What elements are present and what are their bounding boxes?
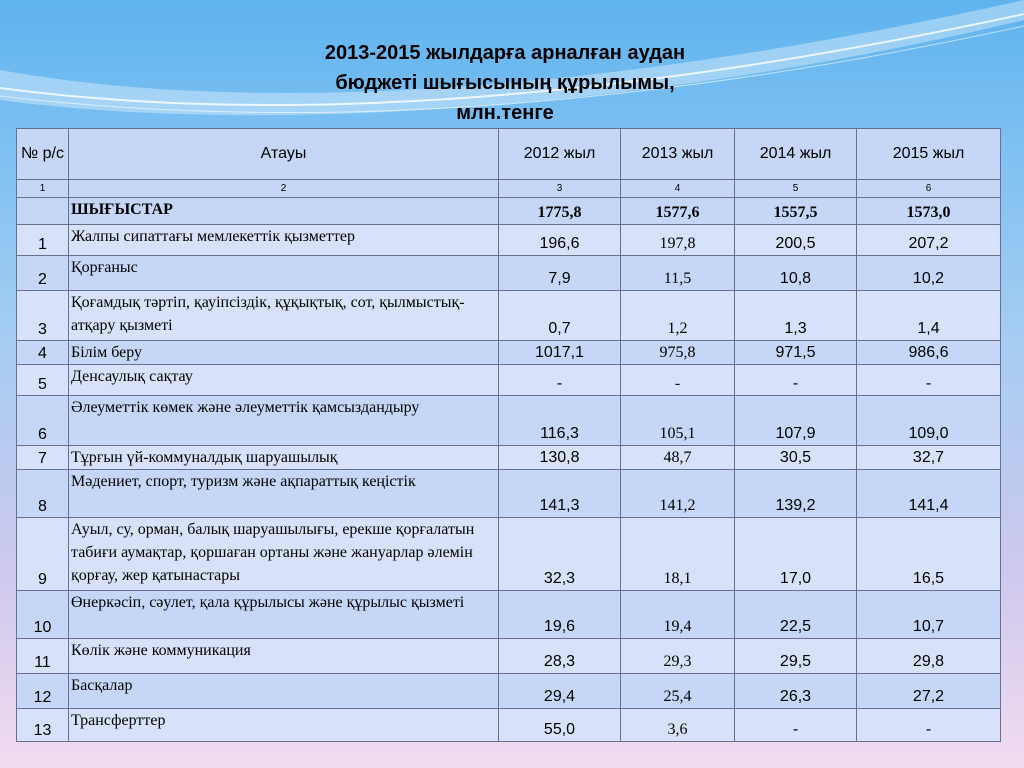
- row-name: Әлеуметтік көмек және әлеуметтік қамсыздандыру: [69, 396, 499, 446]
- row-number: 1: [17, 225, 69, 256]
- value-2014: 17,0: [735, 518, 857, 591]
- value-2012: 29,4: [499, 674, 621, 709]
- value-2015: 10,7: [857, 591, 1001, 639]
- value-2014: 22,5: [735, 591, 857, 639]
- row-name: Трансферттер: [69, 709, 499, 742]
- value-2012: 28,3: [499, 639, 621, 674]
- value-2015: 141,4: [857, 470, 1001, 518]
- total-2014: 1557,5: [735, 198, 857, 225]
- value-2014: 200,5: [735, 225, 857, 256]
- row-number: 3: [17, 291, 69, 341]
- title-line-1: 2013-2015 жылдарға арналған аудан: [324, 42, 686, 64]
- value-2013: 105,1: [621, 396, 735, 446]
- value-2015: 1,4: [857, 291, 1001, 341]
- column-number: 6: [857, 180, 1001, 198]
- page-title: [180, 38, 830, 128]
- row-number: 7: [17, 446, 69, 470]
- value-2015: 986,6: [857, 341, 1001, 365]
- row-number: 5: [17, 365, 69, 396]
- total-2013: 1577,6: [621, 198, 735, 225]
- value-2013: 1,2: [621, 291, 735, 341]
- value-2012: 1017,1: [499, 341, 621, 365]
- value-2014: -: [735, 709, 857, 742]
- value-2015: 109,0: [857, 396, 1001, 446]
- value-2013: 3,6: [621, 709, 735, 742]
- table-row: [17, 591, 1001, 639]
- value-2015: -: [857, 365, 1001, 396]
- value-2012: 32,3: [499, 518, 621, 591]
- title-line-3: млн.тенге: [456, 102, 554, 124]
- row-name: Өнеркәсіп, сәулет, қала құрылысы және құрылыс қызметі: [69, 591, 499, 639]
- row-name: Білім беру: [69, 341, 499, 365]
- value-2014: -: [735, 365, 857, 396]
- table-row: [17, 674, 1001, 709]
- header-row: [17, 129, 1001, 180]
- value-2013: 19,4: [621, 591, 735, 639]
- value-2014: 971,5: [735, 341, 857, 365]
- table-row: [17, 396, 1001, 446]
- value-2015: -: [857, 709, 1001, 742]
- total-2012: 1775,8: [499, 198, 621, 225]
- value-2013: 18,1: [621, 518, 735, 591]
- table-row: [17, 365, 1001, 396]
- value-2013: 29,3: [621, 639, 735, 674]
- row-name: Ауыл, су, орман, балық шаруашылығы, ерекше қорғалатын табиғи аумақтар, қоршаған ортаны және жануарлар әлемін қорғау, жер қатынастары: [69, 518, 499, 591]
- row-name: Басқалар: [69, 674, 499, 709]
- row-number: 6: [17, 396, 69, 446]
- value-2014: 29,5: [735, 639, 857, 674]
- row-number: 4: [17, 341, 69, 365]
- title-line-2: бюджеті шығысының құрылымы,: [335, 72, 675, 94]
- header-2015: 2015 жыл: [857, 129, 1001, 180]
- value-2012: 196,6: [499, 225, 621, 256]
- row-number: 11: [17, 639, 69, 674]
- budget-table: [16, 128, 1001, 742]
- value-2014: 30,5: [735, 446, 857, 470]
- value-2012: 116,3: [499, 396, 621, 446]
- table-row: [17, 225, 1001, 256]
- value-2012: 130,8: [499, 446, 621, 470]
- column-number-row: [17, 180, 1001, 198]
- value-2013: 975,8: [621, 341, 735, 365]
- table-row: [17, 639, 1001, 674]
- column-number: 1: [17, 180, 69, 198]
- value-2013: -: [621, 365, 735, 396]
- column-number: 4: [621, 180, 735, 198]
- total-name: ШЫҒЫСТАР: [69, 198, 499, 225]
- value-2014: 10,8: [735, 256, 857, 291]
- row-name: Жалпы сипаттағы мемлекеттік қызметтер: [69, 225, 499, 256]
- row-number: 10: [17, 591, 69, 639]
- value-2012: 55,0: [499, 709, 621, 742]
- row-name: Қорғаныс: [69, 256, 499, 291]
- value-2013: 25,4: [621, 674, 735, 709]
- table-row: [17, 256, 1001, 291]
- value-2015: 10,2: [857, 256, 1001, 291]
- header-2012: 2012 жыл: [499, 129, 621, 180]
- table-row: [17, 446, 1001, 470]
- value-2015: 32,7: [857, 446, 1001, 470]
- table-row: [17, 518, 1001, 591]
- value-2014: 26,3: [735, 674, 857, 709]
- column-number: 3: [499, 180, 621, 198]
- value-2012: 19,6: [499, 591, 621, 639]
- table-row: [17, 709, 1001, 742]
- value-2013: 197,8: [621, 225, 735, 256]
- total-number-cell: [17, 198, 69, 225]
- row-number: 2: [17, 256, 69, 291]
- total-row: [17, 198, 1001, 225]
- row-number: 9: [17, 518, 69, 591]
- table-row: [17, 341, 1001, 365]
- row-name: Денсаулық сақтау: [69, 365, 499, 396]
- row-number: 12: [17, 674, 69, 709]
- value-2015: 16,5: [857, 518, 1001, 591]
- total-2015: 1573,0: [857, 198, 1001, 225]
- column-number: 2: [69, 180, 499, 198]
- value-2012: -: [499, 365, 621, 396]
- value-2013: 48,7: [621, 446, 735, 470]
- value-2014: 139,2: [735, 470, 857, 518]
- value-2015: 207,2: [857, 225, 1001, 256]
- header-2013: 2013 жыл: [621, 129, 735, 180]
- value-2015: 27,2: [857, 674, 1001, 709]
- row-name: Тұрғын үй-коммуналдық шаруашылық: [69, 446, 499, 470]
- table-row: [17, 470, 1001, 518]
- table-row: [17, 291, 1001, 341]
- value-2013: 141,2: [621, 470, 735, 518]
- value-2013: 11,5: [621, 256, 735, 291]
- value-2014: 107,9: [735, 396, 857, 446]
- row-name: Көлік және коммуникация: [69, 639, 499, 674]
- value-2015: 29,8: [857, 639, 1001, 674]
- header-name: Атауы: [69, 129, 499, 180]
- row-name: Мәдениет, спорт, туризм және ақпараттық кеңістік: [69, 470, 499, 518]
- value-2012: 0,7: [499, 291, 621, 341]
- row-number: 13: [17, 709, 69, 742]
- header-number: № р/с: [17, 129, 69, 180]
- value-2012: 141,3: [499, 470, 621, 518]
- value-2012: 7,9: [499, 256, 621, 291]
- column-number: 5: [735, 180, 857, 198]
- row-name: Қоғамдық тәртіп, қауіпсіздік, құқықтық, сот, қылмыстық-атқару қызметі: [69, 291, 499, 341]
- header-2014: 2014 жыл: [735, 129, 857, 180]
- row-number: 8: [17, 470, 69, 518]
- value-2014: 1,3: [735, 291, 857, 341]
